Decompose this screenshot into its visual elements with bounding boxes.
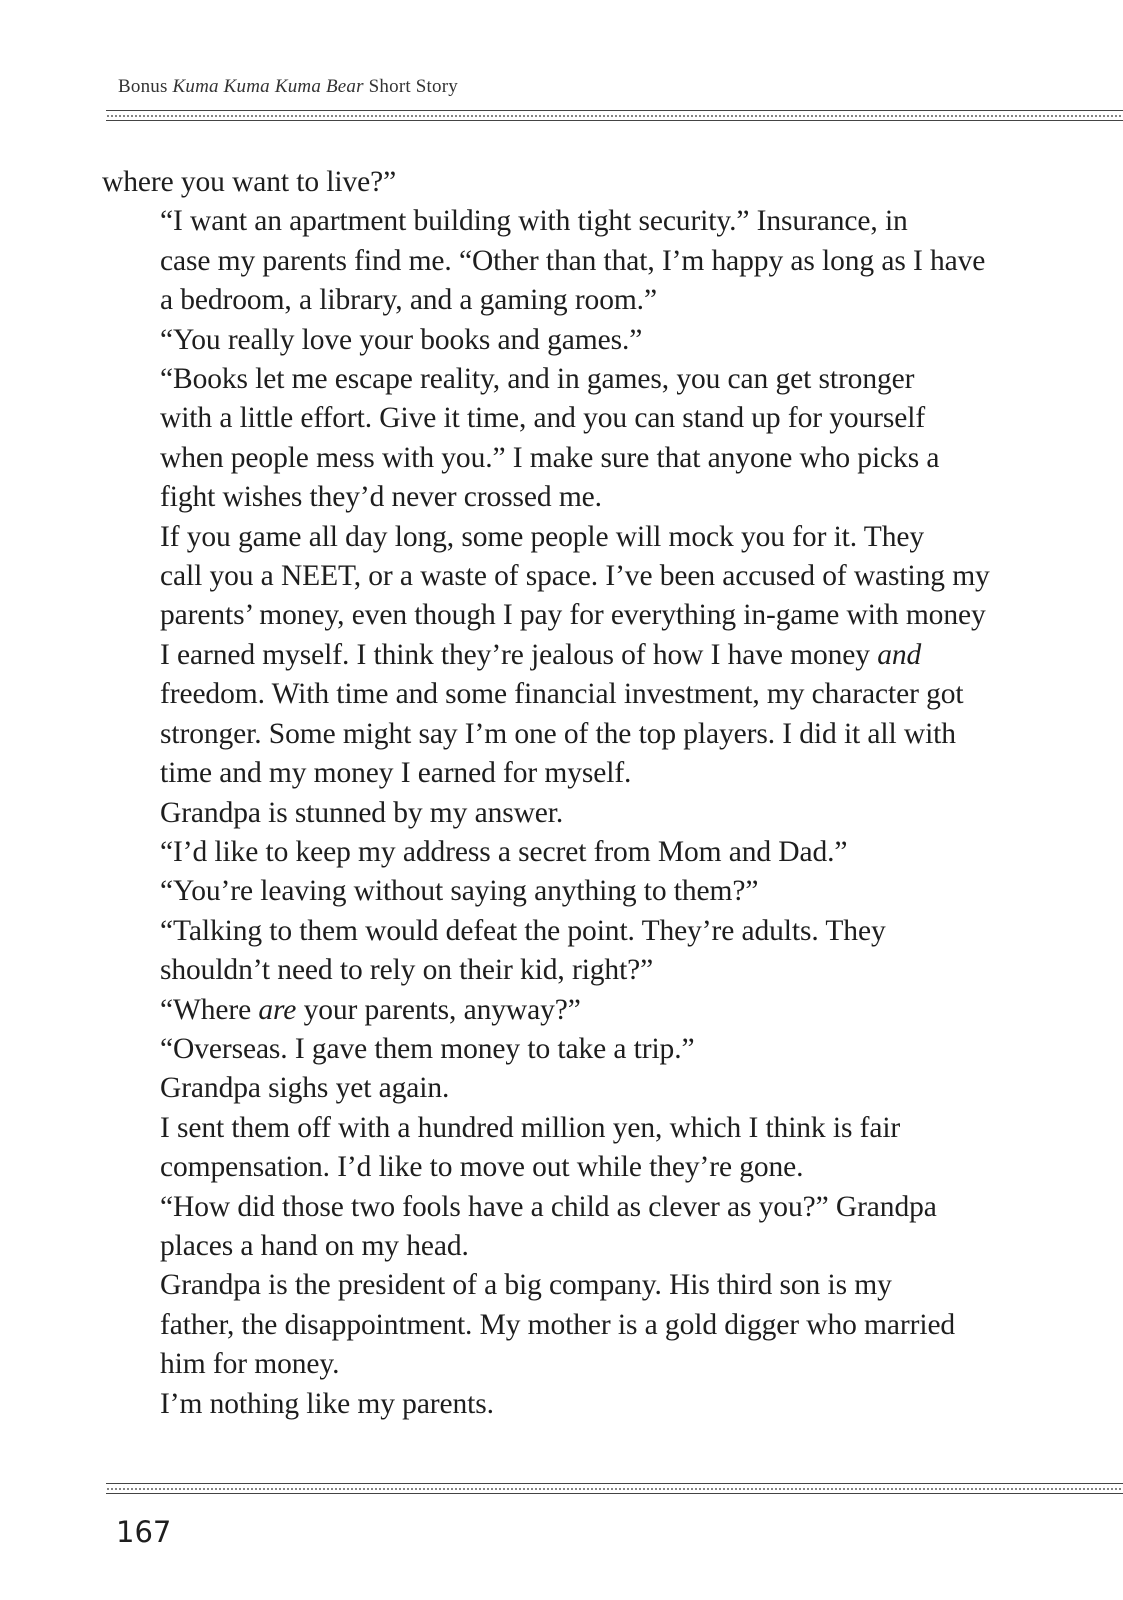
text-line: him for money.	[160, 1348, 340, 1381]
text-run: I earned myself. I think they’re jealous of how I have money	[160, 638, 878, 671]
text-line: “Books let me escape reality, and in games, you can get stronger	[160, 363, 915, 396]
paragraph	[102, 1266, 1002, 1384]
page-number: 167	[116, 1515, 172, 1549]
text-line: a bedroom, a library, and a gaming room.”	[160, 284, 657, 317]
paragraph	[102, 991, 1002, 1030]
paragraph	[102, 912, 1002, 991]
paragraph	[102, 872, 1002, 911]
footer-divider	[106, 1483, 1123, 1494]
text-line: where you want to live?”	[102, 166, 397, 198]
header-prefix: Bonus	[118, 76, 168, 97]
text-line: father, the disappointment. My mother is a gold digger who married	[160, 1308, 956, 1341]
text-line: Grandpa is stunned by my answer.	[160, 796, 564, 829]
text-line: “Talking to them would defeat the point. They’re adults. They	[160, 914, 886, 947]
running-header	[118, 76, 458, 98]
text-line: places a hand on my head.	[160, 1229, 469, 1262]
paragraph	[102, 163, 1002, 202]
text-line: I sent them off with a hundred million yen, which I think is fair	[160, 1111, 901, 1144]
paragraph	[102, 1188, 1002, 1267]
text-line: case my parents find me. “Other than that, I’m happy as long as I have	[160, 244, 986, 277]
text-line: fight wishes they’d never crossed me.	[160, 481, 602, 514]
text-line: parents’ money, even though I pay for everything in-game with money	[160, 599, 986, 632]
text-run: “Where	[160, 993, 259, 1026]
paragraph	[102, 794, 1002, 833]
text-line: Grandpa is the president of a big company. His third son is my	[160, 1269, 892, 1302]
paragraph	[102, 360, 1002, 518]
text-line: freedom. With time and some financial investment, my character got	[160, 678, 964, 711]
text-line: stronger. Some might say I’m one of the top players. I did it all with	[160, 717, 956, 750]
emphasis-text: are	[258, 993, 297, 1026]
paragraph	[102, 1109, 1002, 1188]
text-line: when people mess with you.” I make sure that anyone who picks a	[160, 441, 940, 474]
header-suffix: Short Story	[368, 76, 458, 97]
text-line	[102, 636, 1002, 675]
text-line: If you game all day long, some people will mock you for it. They	[160, 520, 924, 553]
paragraph	[102, 1030, 1002, 1069]
text-line: “You really love your books and games.”	[160, 323, 643, 356]
text-line: “Overseas. I gave them money to take a trip.”	[160, 1032, 695, 1065]
text-line: “I want an apartment building with tight security.” Insurance, in	[160, 205, 908, 238]
paragraph	[102, 1385, 1002, 1424]
header-divider	[106, 110, 1123, 121]
text-run: your parents, anyway?”	[296, 993, 581, 1026]
text-line: Grandpa sighs yet again.	[160, 1072, 450, 1105]
text-line: “I’d like to keep my address a secret from Mom and Dad.”	[160, 835, 848, 868]
text-line: shouldn’t need to rely on their kid, right?”	[160, 954, 654, 987]
text-line	[102, 991, 1002, 1030]
paragraph	[102, 202, 1002, 320]
text-line: time and my money I earned for myself.	[160, 757, 632, 790]
emphasis-text: and	[877, 638, 922, 671]
text-line: “You’re leaving without saying anything to them?”	[160, 875, 759, 908]
text-line: with a little effort. Give it time, and you can stand up for yourself	[160, 402, 926, 435]
story-text	[102, 163, 1002, 1424]
paragraph	[102, 1069, 1002, 1108]
text-line: I’m nothing like my parents.	[160, 1387, 494, 1420]
paragraph	[102, 833, 1002, 872]
text-line: compensation. I’d like to move out while they’re gone.	[160, 1151, 804, 1184]
text-line: “How did those two fools have a child as clever as you?” Grandpa	[160, 1190, 937, 1223]
paragraph	[102, 518, 1002, 794]
header-book-title: Kuma Kuma Kuma Bear	[172, 76, 364, 97]
text-line: call you a NEET, or a waste of space. I’ve been accused of wasting my	[160, 560, 990, 593]
paragraph	[102, 321, 1002, 360]
